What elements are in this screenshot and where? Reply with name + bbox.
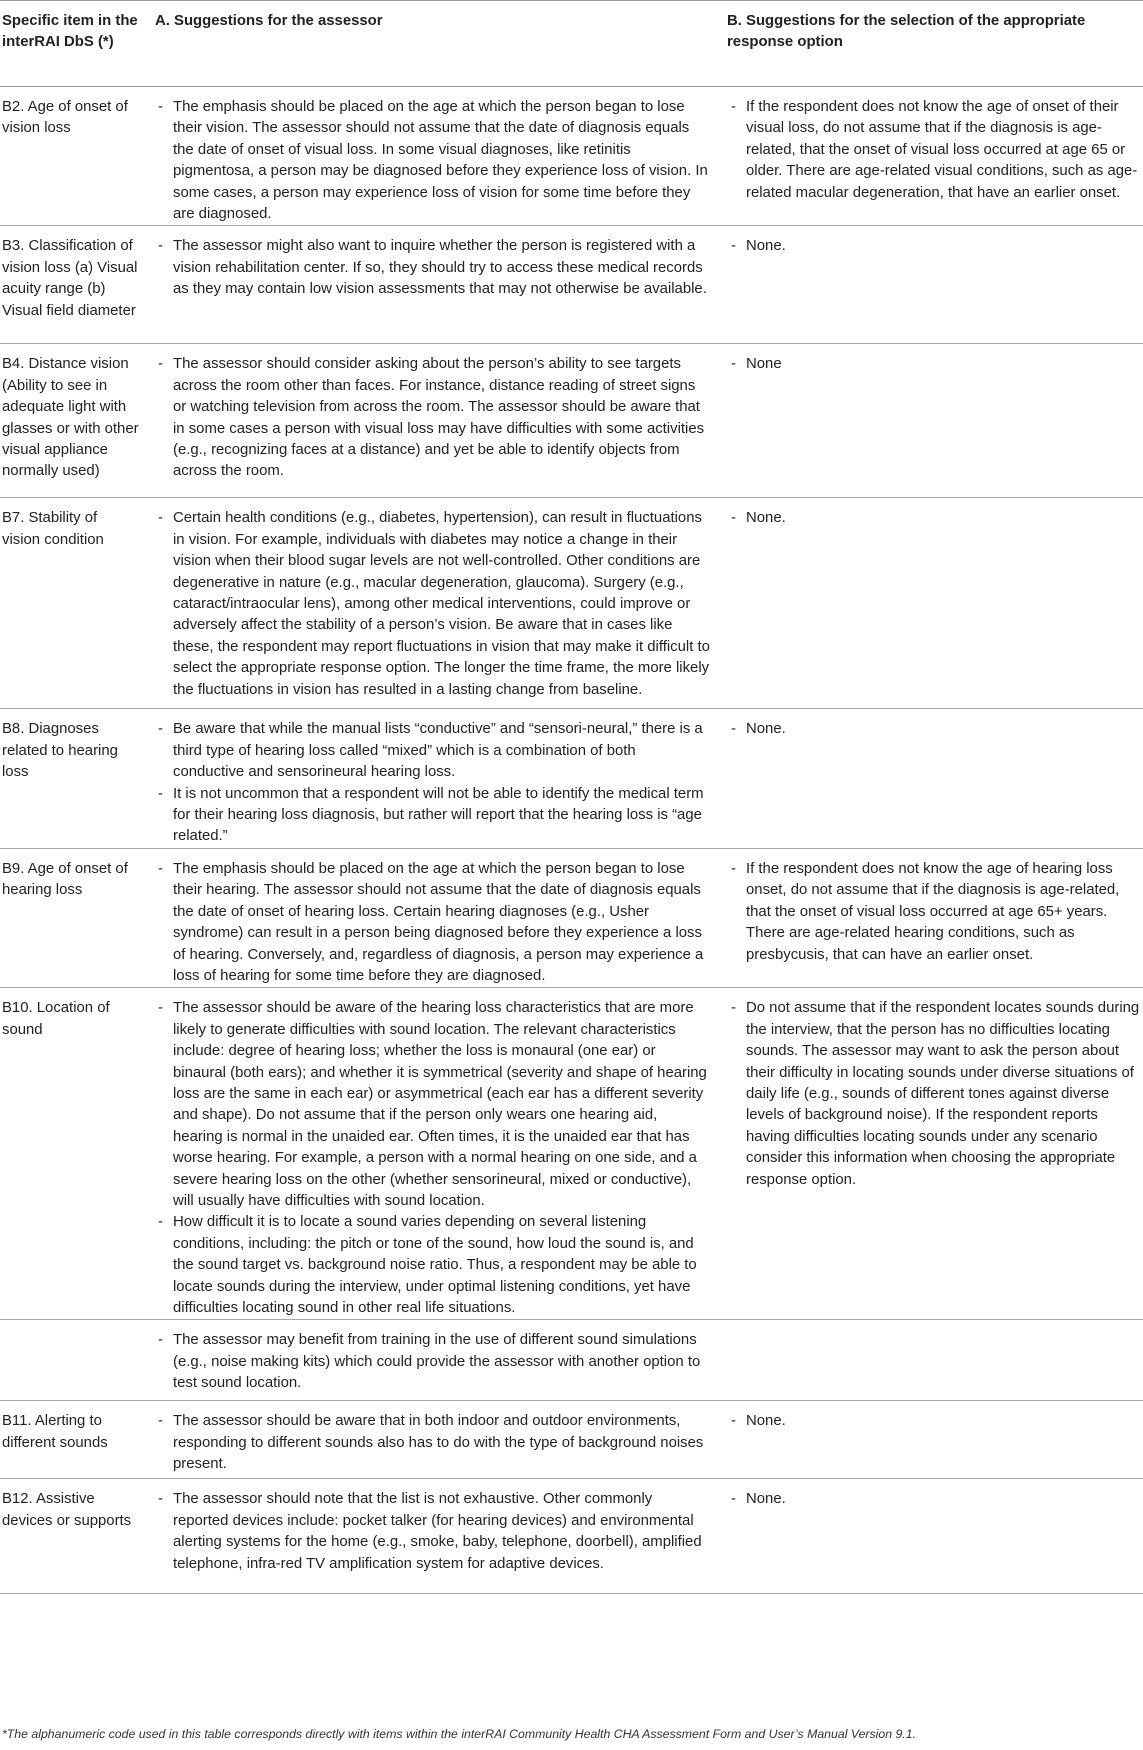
bullet-item: - If the respondent does not know the age of hearing loss onset, do not assume that if the diagnosis is age-related, that the onset of visual loss occurred at age 65+ years. There are age-related hearing conditions, such as presbycusis, that can have an earlier onset.	[731, 859, 1141, 966]
table-row	[0, 344, 1143, 498]
response-option-cell	[716, 1320, 1143, 1401]
bullet-item: - It is not uncommon that a respondent will not be able to identify the medical term for their hearing loss diagnosis, but rather will report that the hearing loss is “age related.”	[158, 784, 710, 848]
bullet-list	[158, 998, 710, 1319]
bullet-list	[731, 998, 1141, 1191]
row-item-label: B2. Age of onset of vision loss	[2, 99, 128, 137]
bullet-list	[731, 236, 1141, 257]
assessor-suggestion-cell	[145, 226, 716, 344]
header-response-option: B. Suggestions for the selection of the appropriate response option	[727, 13, 1086, 51]
bullet-item: - None.	[731, 719, 1141, 740]
bullet-item: - The assessor should be aware that in both indoor and outdoor environments, responding to different sounds also has to do with the type of background noises present.	[158, 1411, 710, 1475]
response-option-cell	[716, 87, 1143, 226]
table-body	[0, 87, 1143, 1594]
assessor-suggestion-cell	[145, 87, 716, 226]
assessor-suggestion-cell	[145, 1320, 716, 1401]
row-item-label: B9. Age of onset of hearing loss	[2, 860, 128, 899]
table-row	[0, 87, 1143, 226]
bullet-list	[158, 1489, 710, 1575]
bullet-item: - The assessor should note that the list is not exhaustive. Other commonly reported devices include: pocket talker (for hearing devices) and environmental alerting systems for the home (e.g., smoke, baby, telephone, doorbell), amplified telephone, infra-red TV amplification system for adaptive devices.	[158, 1489, 710, 1575]
bullet-item: - The assessor should consider asking about the person’s ability to see targets across the room other than faces. For instance, distance reading of street signs or watching television from across the room. The assessor should be aware that in some cases a person with visual loss may have difficulties with some activities (e.g., recognizing faces at a distance) and yet be able to identify objects from across the room.	[158, 354, 710, 482]
response-option-cell	[716, 709, 1143, 848]
row-item-label: B10. Location of sound	[2, 1000, 110, 1038]
table-row	[0, 848, 1143, 987]
table-row	[0, 709, 1143, 848]
bullet-item: - None.	[731, 236, 1141, 257]
bullet-list	[158, 236, 710, 300]
response-option-cell	[716, 848, 1143, 987]
table-footnote: *The alphanumeric code used in this table corresponds directly with items within the interRAI Community Health CHA Assessment Form and User’s Manual Version 9.1.	[2, 1727, 917, 1741]
row-item-label	[0, 1320, 145, 1401]
bullet-list	[158, 97, 710, 225]
bullet-item: - Do not assume that if the respondent locates sounds during the interview, that the person has no difficulties locating sounds. The assessor may want to ask the person about their difficulty in locating sounds under diverse situations of daily life (e.g., sounds of different tones against diverse levels of background noise). If the respondent reports having difficulties locating sounds under any scenario consider this information when choosing the appropriate response option.	[731, 998, 1141, 1191]
response-option-cell	[716, 1479, 1143, 1594]
bullet-item: - The assessor should be aware of the hearing loss characteristics that are more likely to generate difficulties with sound location. The relevant characteristics include: degree of hearing loss; whether the loss is monaural (one ear) or binaural (both ears); and whether it is symmetrical (severity and shape of hearing loss are the same in each ear) or asymmetrical (each ear has a different severity and shape). Do not assume that if the person only wears one hearing aid, hearing is normal in the unaided ear. Often times, it is the unaided ear that has worse hearing. For example, a person with a normal hearing on one side, and a severe hearing loss on the other (whether sensorineural, mixed or conductive), will usually have difficulties with sound location.	[158, 998, 710, 1212]
bullet-list	[158, 508, 710, 701]
bullet-list	[731, 1489, 1141, 1510]
bullet-item: - Certain health conditions (e.g., diabetes, hypertension), can result in fluctuations in vision. For example, individuals with diabetes may notice a change in their vision when their blood sugar levels are not well-controlled. Other conditions are degenerative in nature (e.g., macular degeneration, glaucoma). Surgery (e.g., cataract/intraocular lens), among other medical interventions, could improve or adversely affect the stability of a person’s vision. Be aware that in cases like these, the respondent may report fluctuations in vision that may make it difficult to select the appropriate response option. The longer the time frame, the more likely the fluctuations in vision has resulted in a lasting change from baseline.	[158, 508, 710, 701]
table-row	[0, 498, 1143, 709]
table-row	[0, 1320, 1143, 1401]
bullet-item: - The assessor may benefit from training in the use of different sound simulations (e.g., noise making kits) which could provide the assessor with another option to test sound location.	[158, 1330, 710, 1394]
assessor-suggestion-cell	[145, 988, 716, 1320]
response-option-cell	[716, 226, 1143, 344]
bullet-item: - If the respondent does not know the age of onset of their visual loss, do not assume that if the diagnosis is age-related, that the onset of visual loss occurred at age 65 or older. There are age-related visual conditions, such as age-related macular degeneration, that have an earlier onset.	[731, 97, 1141, 204]
assessor-suggestion-cell	[145, 848, 716, 987]
bullet-item: - None.	[731, 1411, 1141, 1432]
table-row	[0, 1479, 1143, 1594]
row-item-label: B8. Diagnoses related to hearing loss	[2, 721, 118, 781]
table-row	[0, 988, 1143, 1320]
response-option-cell	[716, 344, 1143, 498]
assessor-suggestion-cell	[145, 1479, 716, 1594]
bullet-item: - Be aware that while the manual lists “conductive” and “sensori-neural,” there is a third type of hearing loss called “mixed” which is a combination of both conductive and sensorineural hearing loss.	[158, 719, 710, 783]
response-option-cell	[716, 988, 1143, 1320]
row-item-label: B3. Classification of vision loss (a) Visual acuity range (b) Visual field diameter	[2, 238, 138, 319]
bullet-item: - None.	[731, 1489, 1141, 1510]
row-item-label: B4. Distance vision (Ability to see in adequate light with glasses or with other visual appliance normally used)	[2, 356, 139, 480]
assessor-suggestion-cell	[145, 498, 716, 709]
header-assessor-suggestions: A. Suggestions for the assessor	[155, 13, 383, 29]
bullet-list	[158, 1330, 710, 1394]
bullet-item: - None.	[731, 508, 1141, 529]
bullet-item: - The assessor might also want to inquire whether the person is registered with a vision rehabilitation center. If so, they should try to access these medical records as they may contain low vision assessments that may not otherwise be available.	[158, 236, 710, 300]
header-item: Specific item in the interRAI DbS (*)	[2, 13, 138, 51]
table-row	[0, 226, 1143, 344]
row-item-label: B12. Assistive devices or supports	[2, 1491, 132, 1529]
response-option-cell	[716, 1401, 1143, 1479]
table-header	[0, 1, 1143, 87]
bullet-list	[731, 1411, 1141, 1432]
bullet-list	[731, 859, 1141, 966]
table-row	[0, 1401, 1143, 1479]
row-item-label: B11. Alerting to different sounds	[2, 1413, 108, 1451]
bullet-list	[158, 859, 710, 987]
bullet-item: - None	[731, 354, 1141, 375]
bullet-list	[158, 1411, 710, 1475]
bullet-list	[731, 508, 1141, 529]
row-item-label: B7. Stability of vision condition	[2, 510, 104, 548]
bullet-list	[731, 719, 1141, 740]
bullet-list	[158, 354, 710, 482]
bullet-item: - The emphasis should be placed on the age at which the person began to lose their vision. The assessor should not assume that the date of diagnosis equals the date of onset of visual loss. In some visual diagnoses, like retinitis pigmentosa, a person may be diagnosed before they experience loss of vision. In some cases, a person may experience loss of vision for some time before they are diagnosed.	[158, 97, 710, 225]
assessor-suggestion-cell	[145, 344, 716, 498]
assessor-suggestion-cell	[145, 1401, 716, 1479]
bullet-list	[731, 97, 1141, 204]
bullet-list	[731, 354, 1141, 375]
bullet-item: - How difficult it is to locate a sound varies depending on several listening conditions, including: the pitch or tone of the sound, how loud the sound is, and the sound target vs. background noise ratio. Thus, a respondent may be able to locate sounds during the interview, under optimal listening conditions, yet have difficulties locating sound in other real life situations.	[158, 1212, 710, 1319]
bullet-item: - The emphasis should be placed on the age at which the person began to lose their hearing. The assessor should not assume that the date of diagnosis equals the date of onset of hearing loss. Certain hearing diagnoses (e.g., Usher syndrome) can result in a person being diagnosed before they experience a loss of hearing. Conversely, and, regardless of diagnosis, a person may experience a loss of hearing for some time before they are diagnosed.	[158, 859, 710, 987]
assessor-suggestion-cell	[145, 709, 716, 848]
bullet-list	[158, 719, 710, 847]
response-option-cell	[716, 498, 1143, 709]
